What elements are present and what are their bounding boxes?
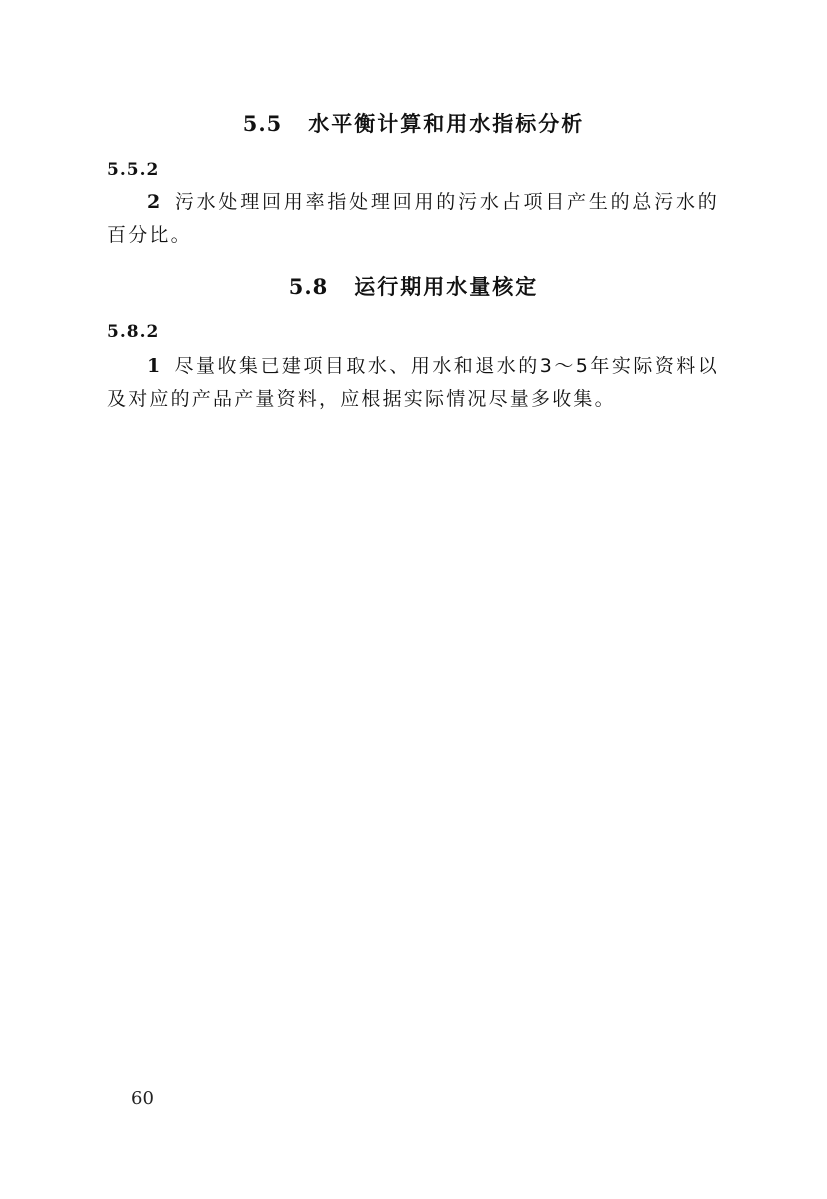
section-heading-5-8 [0, 271, 827, 301]
item-number: 2 [147, 191, 161, 213]
item-number: 1 [147, 355, 161, 377]
section-number: 5.8 [288, 274, 329, 299]
page-number: 60 [131, 1088, 154, 1109]
clause-number-5-8-2: 5.8.2 [107, 322, 160, 342]
item-text: 污水处理回用率指处理回用的污水占项目产生的总污水的百分比。 [107, 191, 719, 246]
clause-paragraph-5-8-2 [107, 350, 719, 416]
section-title: 水平衡计算和用水指标分析 [308, 112, 585, 136]
section-title: 运行期用水量核定 [354, 275, 539, 299]
item-text: 尽量收集已建项目取水、用水和退水的3～5年实际资料以及对应的产品产量资料，应根据实际情况尽量多收集。 [107, 355, 719, 410]
clause-paragraph-5-5-2 [107, 186, 719, 252]
clause-number-5-5-2: 5.5.2 [107, 160, 160, 180]
section-number: 5.5 [242, 111, 283, 136]
section-heading-5-5 [0, 108, 827, 138]
